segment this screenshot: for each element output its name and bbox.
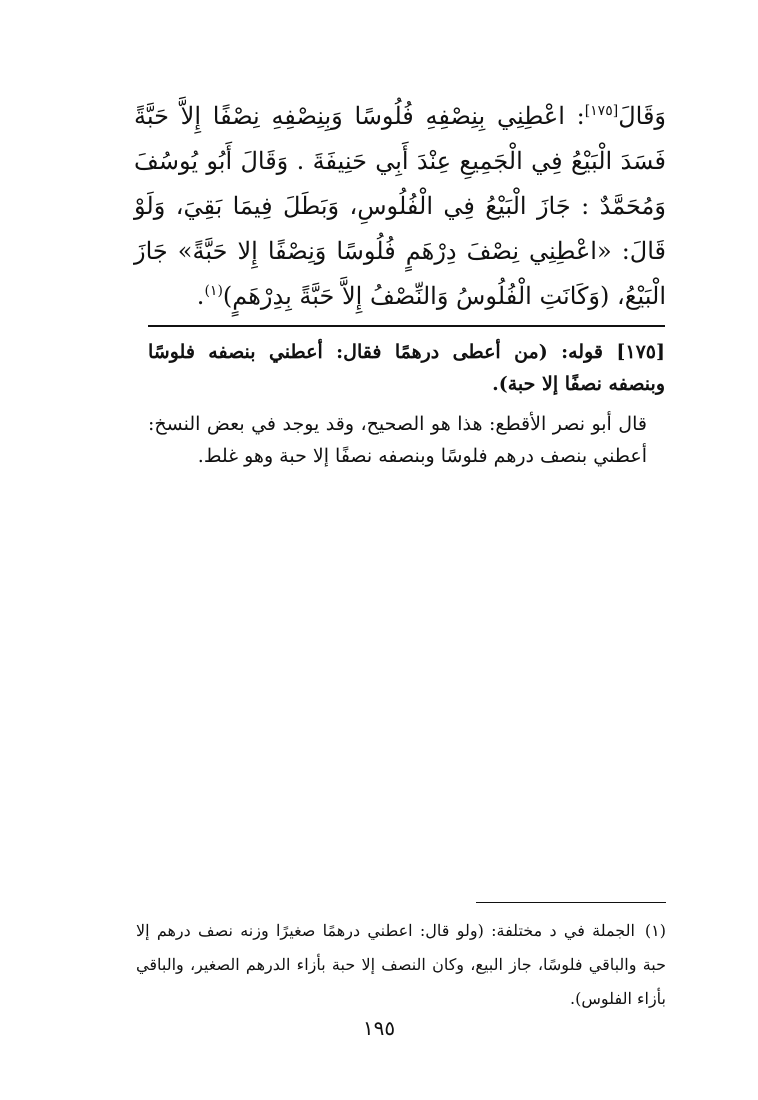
footnotes-section xyxy=(136,914,666,1016)
footnote-reference-marker: (١) xyxy=(204,283,223,299)
commentary-reference-marker: [١٧٥] xyxy=(584,103,619,119)
page-number: ١٩٥ xyxy=(362,1016,396,1040)
commentary-entry-heading: [١٧٥] قوله: (من أعطى درهمًا فقال: أعطني بنصفه فلوسًا وبنصفه نصفًا إلا حبة). xyxy=(148,341,665,395)
main-text-opening: وَقَالَ xyxy=(618,102,666,130)
commentary-section xyxy=(148,336,665,472)
main-paragraph xyxy=(134,94,666,319)
main-text-body: : اعْطِنِي بِنِصْفِهِ فُلُوسًا وَبِنِصْفِهِ نِصْفًا إِلاَّ حَبَّةً فَسَدَ الْبَيْعُ فِي الْجَمِيعِ عِنْدَ أَبِي حَنِيفَةَ . وَقَالَ أَبُو يُوسُفَ وَمُحَمَّدٌ : جَازَ الْبَيْعُ فِي الْفُلُوسِ، وَبَطَلَ فِيمَا بَقِيَ، وَلَوْ قَالَ: «اعْطِنِي نِصْفَ دِرْهَمٍ فُلُوسًا وَنِصْفًا إِلا حَبَّةً» جَازَ الْبَيْعُ، (وَكَانَتِ الْفُلُوسُ وَالنِّصْفُ إِلاَّ حَبَّةً بِدِرْهَمٍ) xyxy=(134,102,666,310)
footnote-text: الجملة في د مختلفة: (ولو قال: اعطني درهمًا صغيرًا وزنه نصف درهم إلا حبة والباقي فلوسًا، جاز البيع، وكان النصف إلا حبة بأزاء الدرهم الصغير، والباقي بأزاء الفلوس). xyxy=(136,921,666,1008)
main-text-end: . xyxy=(196,282,205,310)
main-text xyxy=(134,94,666,319)
footnote-marker: (١) xyxy=(644,921,666,940)
footnote-item xyxy=(136,914,666,1016)
commentary-entry-body: قال أبو نصر الأقطع: هذا هو الصحيح، وقد يوجد في بعض النسخ: أعطني بنصف درهم فلوسًا وبنصفه نصفًا إلا حبة وهو غلط. xyxy=(148,413,647,467)
main-text-divider xyxy=(148,325,665,327)
footnote-divider xyxy=(476,902,666,903)
